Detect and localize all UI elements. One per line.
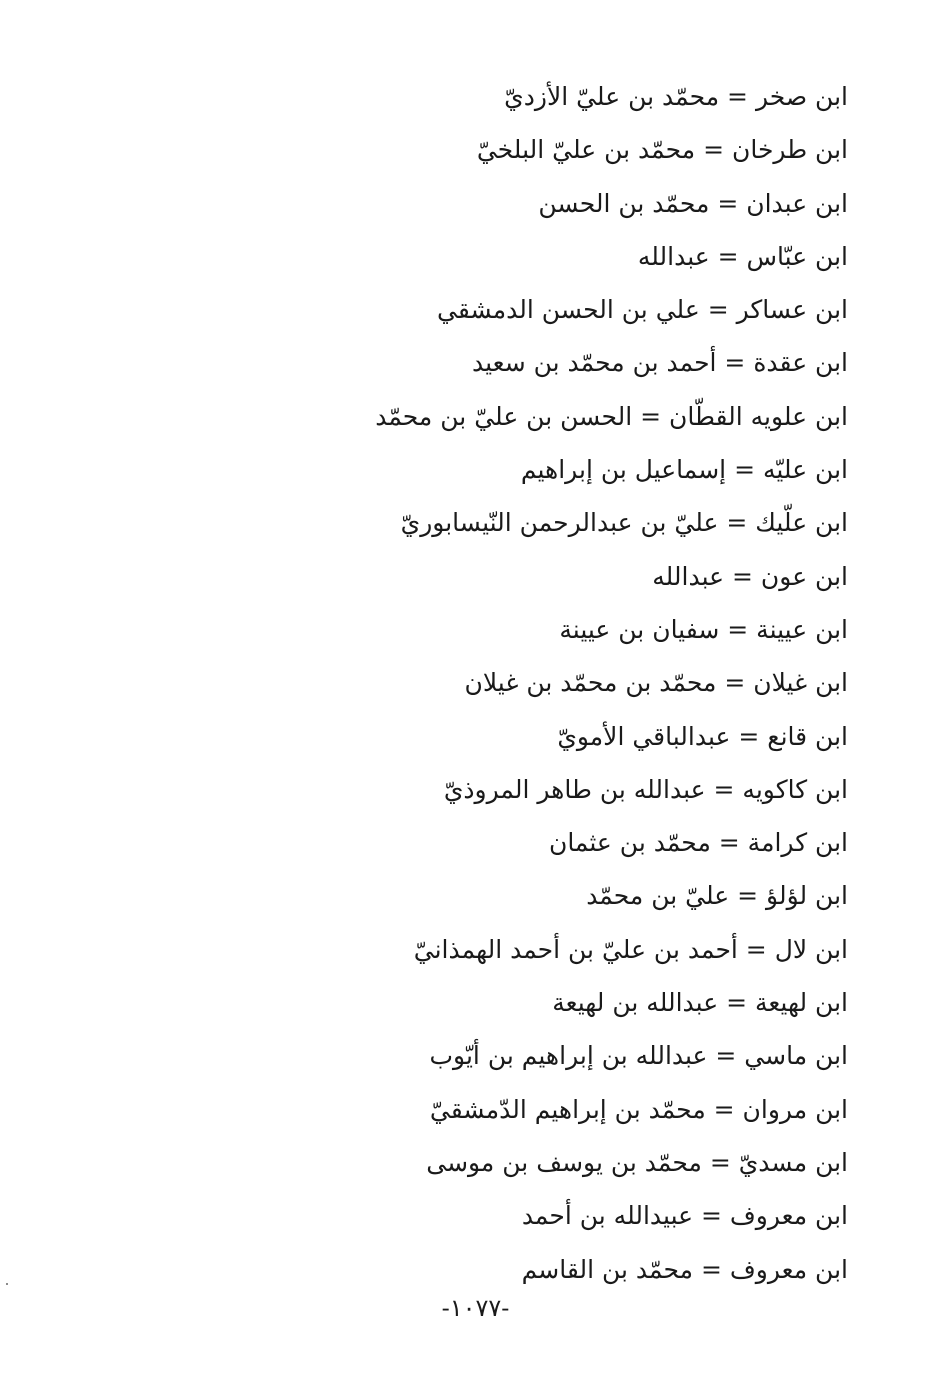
index-entry: ابن لهيعة = عبدالله بن لهيعة <box>552 988 848 1018</box>
index-entry: ابن لال = أحمد بن عليّ بن أحمد الهمذانيّ <box>413 934 848 964</box>
index-entry: ابن علّيك = عليّ بن عبدالرحمن النّيسابوريّ <box>400 508 848 538</box>
index-entry: ابن طرخان = محمّد بن عليّ البلخيّ <box>476 135 848 165</box>
index-entry: ابن كاكويه = عبدالله بن طاهر المروذيّ <box>443 774 848 804</box>
index-entry: ابن عيينة = سفيان بن عيينة <box>559 614 848 644</box>
index-entry: ابن عبّاس = عبدالله <box>637 241 848 271</box>
index-entry: ابن علويه القطّان = الحسن بن عليّ بن محمّد <box>375 401 848 431</box>
index-entry: ابن مروان = محمّد بن إبراهيم الدّمشقيّ <box>429 1094 848 1124</box>
index-entry: ابن عبدان = محمّد بن الحسن <box>538 188 848 218</box>
index-entry: ابن قانع = عبدالباقي الأمويّ <box>557 721 848 751</box>
index-entry: ابن لؤلؤ = عليّ بن محمّد <box>586 881 848 911</box>
index-entry: ابن عون = عبدالله <box>652 561 848 591</box>
index-entry: ابن غيلان = محمّد بن محمّد بن غيلان <box>464 668 848 698</box>
index-entry: ابن صخر = محمّد بن عليّ الأزديّ <box>504 82 848 111</box>
index-entry: ابن مسديّ = محمّد بن يوسف بن موسى <box>426 1147 848 1177</box>
index-entry: ابن كرامة = محمّد بن عثمان <box>548 828 848 858</box>
index-entry: ابن ماسي = عبدالله بن إبراهيم بن أيّوب <box>429 1041 848 1071</box>
index-entry: ابن معروف = محمّد بن القاسم <box>521 1254 848 1284</box>
scan-speck <box>6 1283 8 1285</box>
index-entry: ابن معروف = عبيدالله بن أحمد <box>521 1201 848 1231</box>
index-entry: ابن عليّه = إسماعيل بن إبراهيم <box>520 455 848 485</box>
page-number: -١٠٧٧- <box>441 1294 510 1322</box>
name-index-list <box>288 70 848 1296</box>
index-entry: ابن عساكر = علي بن الحسن الدمشقي <box>436 295 848 325</box>
index-entry: ابن عقدة = أحمد بن محمّد بن سعيد <box>471 348 848 378</box>
